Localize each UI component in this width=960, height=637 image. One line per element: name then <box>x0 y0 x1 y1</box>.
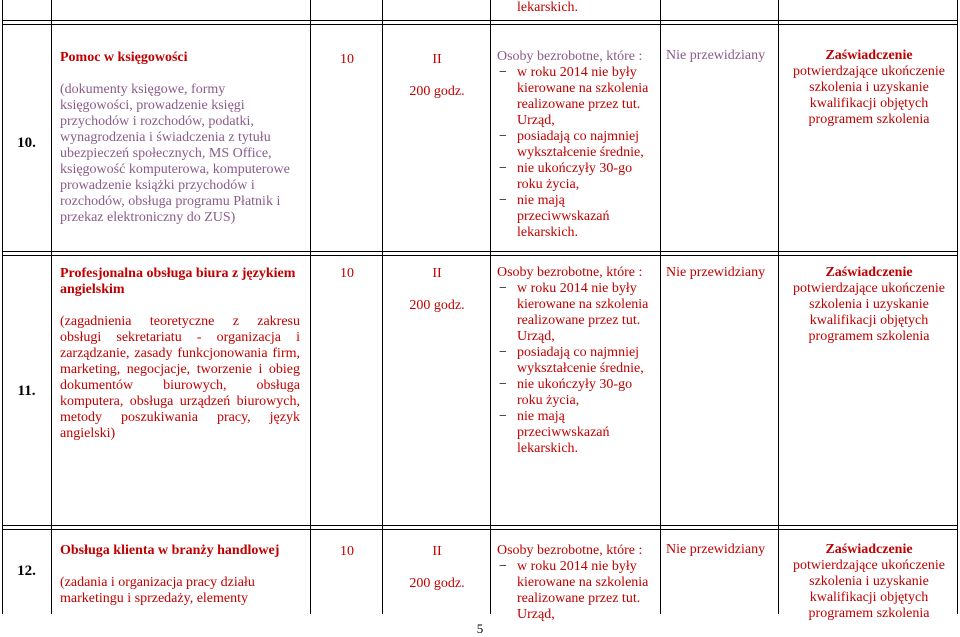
course-cell <box>60 543 300 607</box>
table-rule <box>957 0 958 614</box>
course-level: II <box>432 266 442 281</box>
row-number: 10. <box>17 135 36 151</box>
table-rule <box>2 0 3 614</box>
participants-count: 10 <box>340 266 354 281</box>
eligibility-item: − nie ukończyły 30-go roku życia, <box>499 377 633 408</box>
eligibility-item: − nie mają przeciwwskazań lekarskich. <box>499 193 610 240</box>
certificate-label: Zaświadczenie <box>825 48 913 63</box>
eligibility-item: − w roku 2014 nie były kierowane na szkolenia realizowane przez tut. Urząd, <box>499 559 649 622</box>
eligibility-intro: Osoby bezrobotne, które : <box>497 265 643 280</box>
exam-cell: Nie przewidziany <box>666 48 766 63</box>
course-hours: 200 godz. <box>409 84 465 99</box>
course-hours: 200 godz. <box>409 576 465 591</box>
level-and-hours <box>392 266 482 314</box>
certificate-label: Zaświadczenie <box>825 542 913 557</box>
eligibility-item: − w roku 2014 nie były kierowane na szkolenia realizowane przez tut. Urząd, <box>499 281 649 344</box>
certificate-text: potwierdzające ukończenie szkolenia i uzyskanie kwalifikacji objętych programem szkolenia <box>793 558 945 621</box>
row-number: 12. <box>17 563 36 579</box>
course-title: Profesjonalna obsługa biura z językiem angielskim <box>60 266 296 297</box>
eligibility-cell <box>497 49 657 241</box>
table-rule <box>382 0 383 614</box>
level-and-hours <box>392 544 482 592</box>
course-description: (zagadnienia teoretyczne z zakresu obsługi sekretariatu - organizacja i zarządzanie, zasady funkcjonowania firm, marketing, negocjacje, tworzenie i obieg dokumentów biurowych, obsługa komputera, obsługa urządzeń biurowych, metody poszukiwania pracy, język angielski) <box>60 314 300 441</box>
table-rule <box>2 255 958 256</box>
level-and-hours <box>392 52 482 100</box>
certificate-cell <box>782 48 956 128</box>
table-rule <box>490 0 491 614</box>
eligibility-list <box>497 281 657 457</box>
eligibility-cell <box>497 543 657 623</box>
course-level: II <box>432 544 442 559</box>
table-rule <box>51 0 52 614</box>
row-number: 11. <box>17 383 36 399</box>
exam-cell: Nie przewidziany <box>666 265 766 280</box>
page-number: 5 <box>476 621 484 636</box>
eligibility-cell <box>497 265 657 457</box>
previous-row-fragment: lekarskich. <box>517 0 579 15</box>
course-cell <box>60 50 300 226</box>
eligibility-list <box>497 559 657 623</box>
course-hours: 200 godz. <box>409 298 465 313</box>
certificate-label: Zaświadczenie <box>825 265 913 280</box>
table-rule <box>310 0 311 614</box>
participants-count: 10 <box>340 52 354 67</box>
course-level: II <box>432 52 442 67</box>
eligibility-intro: Osoby bezrobotne, które : <box>497 49 643 64</box>
course-description: (dokumenty księgowe, formy księgowości, prowadzenie księgi przychodów i rozchodów, podatki, wynagrodzenia i świadczenia z tytułu ubezpieczeń społecznych, MS Office, księgowość komputerowa, komputerowe prowadzenie książki przychodów i rozchodów, obsługa programu Płatnik i przekaz elektroniczny do ZUS) <box>60 82 290 225</box>
table-rule <box>2 525 958 526</box>
eligibility-item: − nie ukończyły 30-go roku życia, <box>499 161 633 192</box>
course-title: Obsługa klienta w branży handlowej <box>60 543 280 558</box>
eligibility-item: − posiadają co najmniej wykształcenie średnie, <box>499 129 644 160</box>
exam-cell: Nie przewidziany <box>666 542 766 557</box>
table-rule <box>2 529 958 530</box>
course-description: (zadania i organizacja pracy działu marketingu i sprzedaży, elementy <box>60 575 255 606</box>
table-rule <box>778 0 779 614</box>
course-title: Pomoc w księgowości <box>60 50 188 65</box>
certificate-text: potwierdzające ukończenie szkolenia i uzyskanie kwalifikacji objętych programem szkolenia <box>793 64 945 127</box>
certificate-cell <box>782 265 956 345</box>
eligibility-item: − w roku 2014 nie były kierowane na szkolenia realizowane przez tut. Urząd, <box>499 65 649 128</box>
eligibility-item: − nie mają przeciwwskazań lekarskich. <box>499 409 610 456</box>
table-rule <box>2 251 958 252</box>
certificate-text: potwierdzające ukończenie szkolenia i uzyskanie kwalifikacji objętych programem szkolenia <box>793 281 945 344</box>
course-cell <box>60 266 300 442</box>
table-rule <box>2 20 958 21</box>
eligibility-list <box>497 65 657 241</box>
certificate-cell <box>782 542 956 622</box>
eligibility-item: − posiadają co najmniej wykształcenie średnie, <box>499 345 644 376</box>
participants-count: 10 <box>340 544 354 559</box>
table-rule <box>2 24 958 25</box>
eligibility-intro: Osoby bezrobotne, które : <box>497 543 643 558</box>
table-rule <box>660 0 661 614</box>
